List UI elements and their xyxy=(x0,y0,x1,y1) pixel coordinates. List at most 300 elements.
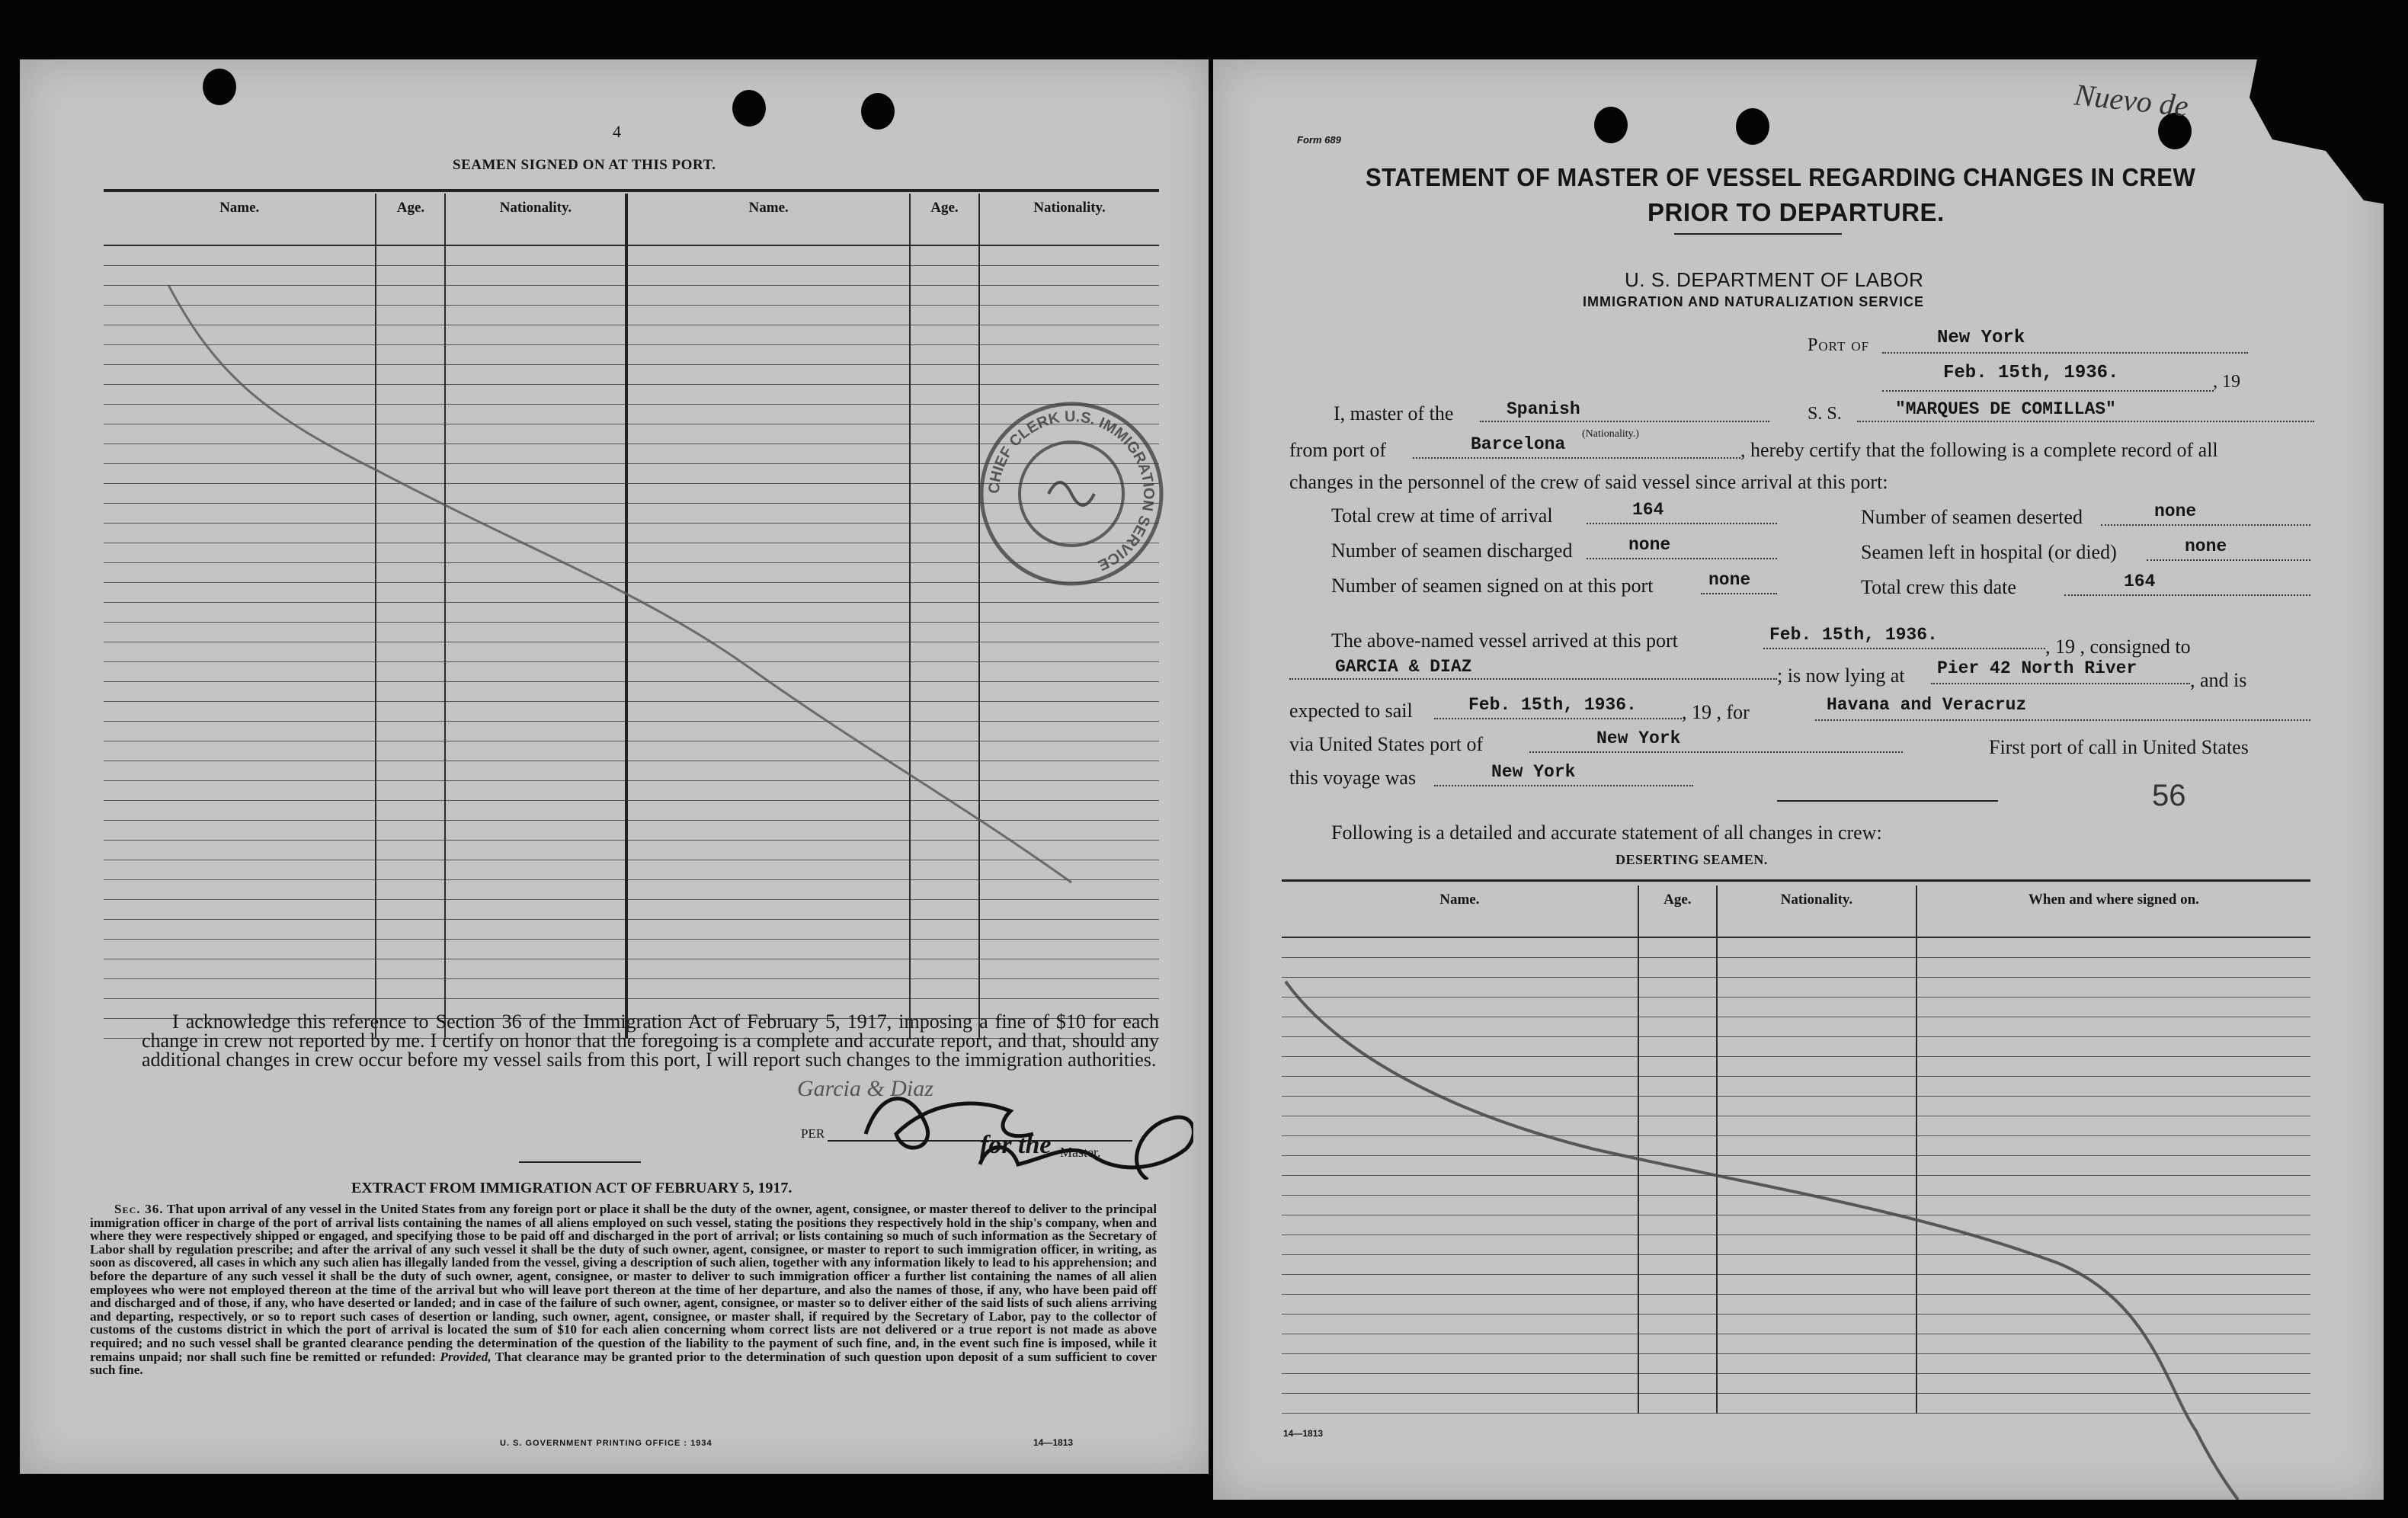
table-cell xyxy=(445,266,626,286)
table-cell xyxy=(1638,1215,1717,1235)
table-cell xyxy=(376,524,445,543)
table-cell xyxy=(1717,998,1916,1017)
table-cell xyxy=(1717,937,1916,958)
table-row xyxy=(104,345,1159,365)
lying-value: Pier 42 North River xyxy=(1937,658,2137,678)
table-cell xyxy=(445,722,626,741)
table-cell xyxy=(626,524,910,543)
table-cell xyxy=(376,682,445,702)
table-cell xyxy=(445,424,626,444)
table-cell xyxy=(445,940,626,959)
table-cell xyxy=(626,860,910,880)
table-cell xyxy=(910,325,979,345)
deserting-seamen-title: DESERTING SEAMEN. xyxy=(1615,852,1768,867)
table-cell xyxy=(376,444,445,464)
table-cell xyxy=(376,959,445,979)
table-cell xyxy=(910,682,979,702)
col-name: Name. xyxy=(104,194,376,245)
arrived-value: Feb. 15th, 1936. xyxy=(1769,625,1938,645)
table-cell xyxy=(1916,1136,2310,1156)
table-cell xyxy=(376,424,445,444)
col-name: Name. xyxy=(626,194,910,245)
table-cell xyxy=(445,860,626,880)
table-cell xyxy=(1282,1037,1638,1057)
table-cell xyxy=(104,266,376,286)
first-call-label: First port of call in United States xyxy=(1989,736,2249,758)
table-cell xyxy=(104,979,376,999)
nationality-value: Spanish xyxy=(1507,399,1580,419)
table-cell xyxy=(1916,1196,2310,1215)
table-cell xyxy=(1282,978,1638,998)
fill-line xyxy=(1529,751,1903,753)
table-cell xyxy=(445,702,626,722)
table-cell xyxy=(910,306,979,325)
total-crew-arrival-label: Total crew at time of arrival xyxy=(1331,504,1553,527)
punch-hole xyxy=(1594,107,1628,143)
table-cell xyxy=(104,484,376,504)
table-row xyxy=(1282,1354,2310,1374)
table-cell xyxy=(104,940,376,959)
table-row xyxy=(104,920,1159,940)
table-cell xyxy=(910,880,979,900)
table-row xyxy=(104,662,1159,682)
table-cell xyxy=(979,345,1159,365)
table-cell xyxy=(979,801,1159,821)
punch-hole xyxy=(861,93,895,130)
table-row xyxy=(104,801,1159,821)
table-cell xyxy=(1638,1374,1717,1394)
table-cell xyxy=(979,623,1159,642)
seal-ring-text: CHIEF CLERK U.S. IMMIGRATION SERVICE xyxy=(985,408,1158,574)
table-row xyxy=(1282,1176,2310,1196)
total-crew-date-value: 164 xyxy=(2124,572,2156,591)
table-cell xyxy=(445,563,626,583)
table-cell xyxy=(910,801,979,821)
table-cell xyxy=(445,504,626,524)
table-row xyxy=(1282,1156,2310,1176)
table-cell xyxy=(104,682,376,702)
fill-line xyxy=(1763,648,2045,649)
table-cell xyxy=(1638,1334,1717,1354)
year-prefix: , 19 xyxy=(2213,372,2240,392)
table-cell xyxy=(104,286,376,306)
table-cell xyxy=(104,583,376,603)
table-cell xyxy=(1717,1057,1916,1077)
table-row xyxy=(104,306,1159,325)
fill-line xyxy=(1701,593,1777,594)
table-cell xyxy=(104,444,376,464)
rule xyxy=(1777,800,1998,802)
table-cell xyxy=(104,662,376,682)
table-cell xyxy=(1916,1394,2310,1414)
col-age: Age. xyxy=(910,194,979,245)
table-cell xyxy=(445,464,626,484)
table-cell xyxy=(104,504,376,524)
table-cell xyxy=(104,821,376,841)
table-row xyxy=(104,642,1159,662)
signature-company: Garcia & Diaz xyxy=(797,1076,933,1101)
provided-text: That clearance may be granted prior to the determination of such question upon deposit of a sum sufficient to cover such fine. xyxy=(90,1349,1157,1378)
table-cell xyxy=(104,860,376,880)
table-cell xyxy=(910,702,979,722)
table-cell xyxy=(1916,1275,2310,1295)
table-cell xyxy=(626,722,910,741)
table-cell xyxy=(1717,1097,1916,1116)
punch-hole xyxy=(1736,108,1769,145)
table-cell xyxy=(1717,1334,1916,1354)
total-crew-arrival-value: 164 xyxy=(1632,500,1664,520)
deserting-seamen-table xyxy=(1282,886,2310,1414)
table-cell xyxy=(104,365,376,385)
table-row xyxy=(1282,1116,2310,1136)
table-cell xyxy=(1638,937,1717,958)
discharged-label: Number of seamen discharged xyxy=(1331,540,1573,562)
table-cell xyxy=(1916,1037,2310,1057)
table-cell xyxy=(1638,1394,1717,1414)
table-cell xyxy=(376,761,445,781)
table-row xyxy=(1282,1215,2310,1235)
table-cell xyxy=(626,484,910,504)
fill-line xyxy=(1815,719,2310,721)
port-label: Port of xyxy=(1808,335,1870,355)
table-cell xyxy=(910,345,979,365)
table-row xyxy=(104,781,1159,801)
total-crew-date-label: Total crew this date xyxy=(1861,576,2016,598)
punch-hole xyxy=(203,69,236,105)
table-cell xyxy=(626,741,910,761)
rule xyxy=(1674,233,1842,235)
table-cell xyxy=(1282,1196,1638,1215)
section-label: Sec. 36. xyxy=(114,1202,164,1216)
table-cell xyxy=(1916,978,2310,998)
table-cell xyxy=(104,801,376,821)
table-cell xyxy=(445,385,626,405)
table-cell xyxy=(1638,1354,1717,1374)
table-cell xyxy=(104,345,376,365)
table-cell xyxy=(1916,1334,2310,1354)
table-cell xyxy=(1717,1037,1916,1057)
table-cell xyxy=(376,286,445,306)
table-cell xyxy=(1717,1136,1916,1156)
table-cell xyxy=(979,920,1159,940)
table-cell xyxy=(376,306,445,325)
date-value: Feb. 15th, 1936. xyxy=(1943,363,2119,383)
table-cell xyxy=(376,940,445,959)
section-body: That upon arrival of any vessel in the United States from any foreign port or place it shall be the duty of the owner, agent, consignee, or master thereof to deliver to the principal immigration officer in charge of the port of arrival lists containing the names of all aliens employed on such vessel, stating the positions they respectively hold in the ship's company, when and where they were respectively shipped or engaged, and specifying those to be paid off and discharged in the port of arrival; or lists containing so much of such information as the Secretary of Labor shall by regulation prescribe; and after the arrival of any such vessel it shall be the duty of such owner, agent, consignee, or master to report to such immigration officer, in writing, as soon as discovered, all cases in which any such alien has illegally landed from the vessel, giving a description of such alien, together with any information likely to lead to his apprehension; and before the departure of any such vessel it shall be the duty of such owner, agent, consignee, or master to deliver to such immigration officer a further list containing the names of all alien employees who were not employed thereon at the time of the arrival but who will leave port thereon at the time of her departure, and also the names of those, if any, who have been paid off and discharged and of those, if any, who have deserted or landed; and in case of the failure of such owner, agent, consignee, or master so to deliver either of the said lists of such aliens arriving and departing, respectively, or so to report such cases of desertion or landing, such owner, agent, consignee, or master shall, if required by the Secretary of Labor, pay to the collector of customs of the customs district in which the port of arrival is located the sum of $10 for each alien concerning whom correct lists are not delivered or a true report is not made as above required; and no such vessel shall be granted clearance pending the determination of the question of the liability to the payment of such fine, and, in the event such fine is imposed, while it remains unpaid; nor shall such fine be remitted or refunded: xyxy=(90,1202,1157,1364)
table-cell xyxy=(376,385,445,405)
table-cell xyxy=(1717,1017,1916,1037)
col-name: Name. xyxy=(1282,886,1638,937)
margin-note: Nuevo de xyxy=(2073,77,2190,123)
table-cell xyxy=(1282,1136,1638,1156)
ship-name: "MARQUES DE COMILLAS" xyxy=(1895,399,2116,419)
section-title: SEAMEN SIGNED ON AT THIS PORT. xyxy=(453,157,716,173)
hospital-label: Seamen left in hospital (or died) xyxy=(1861,541,2117,563)
table-cell xyxy=(1717,1116,1916,1136)
immigration-seal-stamp xyxy=(946,380,1197,608)
table-cell xyxy=(1282,1394,1638,1414)
table-cell xyxy=(376,702,445,722)
table-cell xyxy=(626,880,910,900)
expected-label: expected to sail xyxy=(1289,700,1413,722)
table-cell xyxy=(1282,1374,1638,1394)
table-cell xyxy=(626,325,910,345)
table-row xyxy=(104,623,1159,642)
table-cell xyxy=(1282,1176,1638,1196)
signed-on-value: none xyxy=(1708,570,1751,590)
table-row xyxy=(1282,1136,2310,1156)
table-cell xyxy=(626,642,910,662)
table-cell xyxy=(626,345,910,365)
table-cell xyxy=(1282,1354,1638,1374)
table-cell xyxy=(626,464,910,484)
table-cell xyxy=(910,900,979,920)
following-text: Following is a detailed and accurate statement of all changes in crew: xyxy=(1331,821,1882,844)
table-cell xyxy=(1638,1077,1717,1097)
consignee-value: GARCIA & DIAZ xyxy=(1335,657,1472,677)
table-cell xyxy=(445,761,626,781)
table-cell xyxy=(376,325,445,345)
table-cell xyxy=(910,286,979,306)
deserted-value: none xyxy=(2154,501,2197,521)
form-title-line1: STATEMENT OF MASTER OF VESSEL REGARDING CHANGES IN CREW xyxy=(1366,163,2196,191)
expected-value: Feb. 15th, 1936. xyxy=(1468,695,1637,715)
fill-line xyxy=(2101,524,2310,526)
table-cell xyxy=(376,642,445,662)
table-cell xyxy=(376,484,445,504)
table-cell xyxy=(445,583,626,603)
table-cell xyxy=(1638,958,1717,978)
table-cell xyxy=(979,722,1159,741)
table-cell xyxy=(104,959,376,979)
table-cell xyxy=(104,405,376,424)
table-cell xyxy=(626,682,910,702)
fill-line xyxy=(1931,683,2190,684)
table-cell xyxy=(376,900,445,920)
table-cell xyxy=(445,642,626,662)
table-cell xyxy=(910,642,979,662)
table-cell xyxy=(104,245,376,266)
table-cell xyxy=(445,345,626,365)
col-nationality: Nationality. xyxy=(1717,886,1916,937)
via-label: via United States port of xyxy=(1289,733,1484,755)
table-row xyxy=(1282,958,2310,978)
table-cell xyxy=(1717,1374,1916,1394)
table-cell xyxy=(910,781,979,801)
table-cell xyxy=(376,245,445,266)
table-cell xyxy=(1638,1136,1717,1156)
table-cell xyxy=(1717,1354,1916,1374)
table-cell xyxy=(979,900,1159,920)
table-cell xyxy=(445,880,626,900)
seamen-signed-on-table xyxy=(104,194,1159,1039)
table-row xyxy=(1282,1394,2310,1414)
table-cell xyxy=(1282,1097,1638,1116)
table-row xyxy=(104,979,1159,999)
table-cell xyxy=(910,920,979,940)
table-cell xyxy=(445,801,626,821)
table-cell xyxy=(376,603,445,623)
for-label: , 19 , for xyxy=(1682,701,1750,723)
table-cell xyxy=(1916,1097,2310,1116)
table-cell xyxy=(979,741,1159,761)
table-cell xyxy=(1916,1215,2310,1235)
table-cell xyxy=(626,444,910,464)
table-cell xyxy=(1717,1215,1916,1235)
table-cell xyxy=(979,821,1159,841)
table-cell xyxy=(1638,1255,1717,1275)
table-cell xyxy=(910,860,979,880)
signed-on-label: Number of seamen signed on at this port xyxy=(1331,575,1654,597)
table-row xyxy=(1282,1275,2310,1295)
rule xyxy=(104,189,1159,192)
consigned-label: , 19 , consigned to xyxy=(2045,636,2191,658)
table-cell xyxy=(1282,1116,1638,1136)
fill-line xyxy=(2147,559,2310,561)
table-cell xyxy=(104,424,376,444)
form-title-line2: PRIOR TO DEPARTURE. xyxy=(1647,198,1945,226)
table-cell xyxy=(1282,1334,1638,1354)
table-cell xyxy=(376,722,445,741)
table-cell xyxy=(1916,937,2310,958)
department-name: U. S. DEPARTMENT OF LABOR xyxy=(1625,268,1924,291)
table-cell xyxy=(1717,1077,1916,1097)
table-cell xyxy=(445,603,626,623)
table-cell xyxy=(1638,1037,1717,1057)
arrived-label: The above-named vessel arrived at this port xyxy=(1331,629,1678,652)
form-code: 14—1813 xyxy=(1283,1428,1324,1439)
table-cell xyxy=(104,900,376,920)
table-cell xyxy=(979,979,1159,999)
fill-line xyxy=(1587,558,1777,559)
table-cell xyxy=(1282,1255,1638,1275)
discharged-value: none xyxy=(1628,535,1671,555)
table-row xyxy=(104,682,1159,702)
table-cell xyxy=(979,245,1159,266)
table-cell xyxy=(104,563,376,583)
destination-value: Havana and Veracruz xyxy=(1827,695,2027,715)
changes-text: changes in the personnel of the crew of said vessel since arrival at this port: xyxy=(1289,471,1888,493)
master-of-the-label: I, master of the xyxy=(1334,402,1454,424)
table-cell xyxy=(104,781,376,801)
per-label: PER xyxy=(801,1126,825,1141)
table-cell xyxy=(445,821,626,841)
table-row xyxy=(104,860,1159,880)
table-cell xyxy=(445,920,626,940)
table-row xyxy=(1282,1334,2310,1354)
table-cell xyxy=(376,365,445,385)
table-cell xyxy=(376,860,445,880)
table-cell xyxy=(1916,1176,2310,1196)
punch-hole xyxy=(732,90,766,126)
table-row xyxy=(104,741,1159,761)
table-cell xyxy=(445,365,626,385)
table-cell xyxy=(1916,1295,2310,1315)
table-cell xyxy=(1638,1196,1717,1215)
printing-office: U. S. GOVERNMENT PRINTING OFFICE : 1934 xyxy=(500,1439,712,1448)
col-age: Age. xyxy=(1638,886,1717,937)
table-cell xyxy=(910,266,979,286)
table-row xyxy=(1282,1235,2310,1255)
table-cell xyxy=(104,741,376,761)
table-cell xyxy=(626,405,910,424)
table-cell xyxy=(1916,1374,2310,1394)
rule xyxy=(519,1161,641,1163)
via-value: New York xyxy=(1596,729,1681,748)
table-cell xyxy=(104,880,376,900)
table-cell xyxy=(1638,1097,1717,1116)
table-cell xyxy=(445,662,626,682)
table-cell xyxy=(376,583,445,603)
table-cell xyxy=(1916,1116,2310,1136)
and-is-label: , and is xyxy=(2190,669,2247,691)
table-row xyxy=(104,940,1159,959)
table-cell xyxy=(1282,1057,1638,1077)
fill-line xyxy=(1434,785,1693,786)
stamp-number: 56 xyxy=(2152,779,2186,812)
table-cell xyxy=(910,959,979,979)
table-cell xyxy=(1638,1017,1717,1037)
table-cell xyxy=(626,306,910,325)
table-cell xyxy=(626,979,910,999)
table-cell xyxy=(979,682,1159,702)
table-cell xyxy=(626,504,910,524)
table-cell xyxy=(445,781,626,801)
table-cell xyxy=(445,741,626,761)
table-cell xyxy=(376,266,445,286)
table-cell xyxy=(626,959,910,979)
table-cell xyxy=(979,841,1159,860)
table-cell xyxy=(104,524,376,543)
table-row xyxy=(1282,1196,2310,1215)
table-cell xyxy=(626,841,910,860)
table-cell xyxy=(1638,1295,1717,1315)
table-cell xyxy=(104,306,376,325)
table-cell xyxy=(445,979,626,999)
table-cell xyxy=(445,325,626,345)
table-cell xyxy=(979,860,1159,880)
table-cell xyxy=(1282,1215,1638,1235)
table-cell xyxy=(910,623,979,642)
table-cell xyxy=(376,504,445,524)
table-cell xyxy=(1282,1156,1638,1176)
table-cell xyxy=(445,682,626,702)
table-cell xyxy=(979,662,1159,682)
table-cell xyxy=(104,722,376,741)
section-36-text xyxy=(90,1203,1157,1377)
table-cell xyxy=(979,959,1159,979)
certify-text: , hereby certify that the following is a complete record of all xyxy=(1740,439,2218,461)
table-cell xyxy=(104,385,376,405)
table-row xyxy=(1282,1295,2310,1315)
table-cell xyxy=(445,524,626,543)
table-row xyxy=(1282,1057,2310,1077)
table-cell xyxy=(979,880,1159,900)
table-row xyxy=(104,286,1159,306)
table-cell xyxy=(104,642,376,662)
table-row xyxy=(1282,1037,2310,1057)
table-cell xyxy=(104,702,376,722)
table-cell xyxy=(445,543,626,563)
table-cell xyxy=(626,603,910,623)
table-cell xyxy=(979,702,1159,722)
table-cell xyxy=(376,563,445,583)
table-cell xyxy=(1916,1255,2310,1275)
table-row xyxy=(104,325,1159,345)
table-cell xyxy=(445,623,626,642)
table-cell xyxy=(979,642,1159,662)
table-row xyxy=(104,702,1159,722)
